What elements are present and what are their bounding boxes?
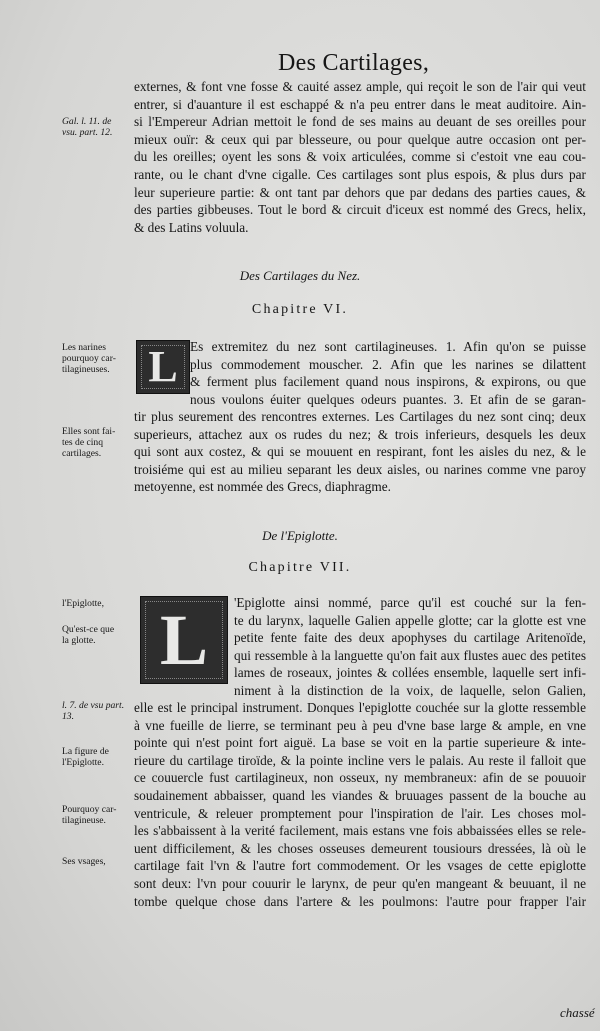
margin-line: La figure de xyxy=(62,746,109,757)
margin-line: tilagineuses. xyxy=(62,364,110,376)
margin-note-epiglotte xyxy=(62,598,132,609)
margin-note-cinq-cartilages xyxy=(62,426,132,460)
margin-note-figure xyxy=(62,746,132,768)
text-line: metoyenne, est nommée des Grecs, diaphragme. xyxy=(134,479,391,495)
margin-note-citation xyxy=(62,700,132,722)
margin-line: vsu. part. 12. xyxy=(62,127,113,139)
margin-line: Qu'est-ce que xyxy=(62,624,115,635)
text-line: troisiéme qui est au milieu separant les deux aisles, ou narines comme vne paroy xyxy=(134,461,586,477)
margin-line: l'Epiglotte, xyxy=(62,598,104,609)
paragraph-ch6-indent xyxy=(190,338,586,408)
text-line: à vne fueille de lierre, se terminant peu à peu d'vne base large & ample, en vne xyxy=(134,717,586,733)
chapter-heading-vii: Chapitre VII. xyxy=(248,560,352,575)
text-line: mieux ouïr: & ceux qui par blesseure, ou pour quelque autre occasion ont per- xyxy=(134,131,586,147)
text-line: petite fente faite des deux apophyses du cartilage Aritenoïde, xyxy=(234,630,586,646)
catchword: chassé xyxy=(560,1005,595,1020)
text-line: des parties gibbeuses. Tout le bord & circuit d'iceux est nommé des Grecs, helix, xyxy=(134,202,586,218)
text-line: externes, & font vne fosse & cauité assez ample, qui reçoit le son de l'air qui veut xyxy=(134,79,586,94)
text-line: & ferment plus facilement quand nous inspirons, & expirons, ou que xyxy=(190,374,586,390)
section-heading-epiglotte: De l'Epiglotte. xyxy=(262,528,338,543)
margin-line: tilagineuse. xyxy=(62,815,106,827)
text-line: si l'Empereur Adrian mettoit le fond de ses mains au deuant de ses oreilles pour xyxy=(134,114,586,130)
paragraph-ch7 xyxy=(134,699,586,910)
text-line: niment à la distinction de la voix, de laquelle, selon Galien, xyxy=(234,682,586,698)
text-line: te du larynx, laquelle Galien appelle glotte; car la glotte est vne xyxy=(234,612,586,628)
initial-letter: L xyxy=(148,342,178,391)
text-line: & des Latins voluula. xyxy=(134,219,249,235)
chapter-heading-vi: Chapitre VI. xyxy=(251,302,349,317)
text-line: les s'abbaissent à la verité facilement, mais estans vne fois abbaissées elles se rele- xyxy=(134,823,586,839)
margin-note-pourquoy xyxy=(62,804,132,826)
text-line: sont deux: l'vn pour couurir le larynx, de peur qu'en mangeant & beuuant, il ne xyxy=(134,875,586,891)
paragraph-ch7-indent xyxy=(234,594,586,700)
decorated-initial-l xyxy=(140,596,228,684)
text-line: cartilage fait l'vn & l'autre fort commodement. Or les vsages de cette epiglotte xyxy=(134,858,586,874)
decorated-initial-l xyxy=(136,340,190,394)
text-line: plus commodement mouscher. 2. Afin que les narines se dilattent xyxy=(190,356,586,372)
running-head: Des Cartilages, xyxy=(278,50,430,76)
text-line: uent difficilement, & les choses osseuses demeurent tousiours dressées, là où le xyxy=(134,840,586,856)
text-line: nous voulons éuiter quelques odeurs puantes. 3. Et afin de se garan- xyxy=(190,391,586,407)
text-line: ventricule, & releuer promptement pour l'inspiration de l'air. Les choses mol- xyxy=(134,805,586,821)
section-heading-nez: Des Cartilages du Nez. xyxy=(239,268,361,283)
text-line: rieure du cartilage tiroïde, & la pointe incline vers le palais. Au reste il falloit que xyxy=(134,752,586,768)
margin-line: l'Epiglotte. xyxy=(62,757,104,769)
margin-note-narines xyxy=(62,342,132,376)
margin-note-glotte xyxy=(62,624,132,646)
margin-line: 13. xyxy=(62,711,74,723)
text-line: leur superieure partie: & ont tant par dehors que par dedans des parties caues, & xyxy=(134,184,586,200)
text-line: ce couuercle fust cartilagineux, non osseux, ny membraneux: afin de se pouuoir xyxy=(134,770,586,786)
paragraph-ch6 xyxy=(134,408,586,496)
text-line: du les oreilles; oyent les sons & voix articulées, comme si c'estoit vne eau cou- xyxy=(134,149,586,165)
text-line: superieurs, attachez aux os rudes du nez; & trois inferieurs, desquels les deux xyxy=(134,426,586,442)
margin-line: Gal. l. 11. de xyxy=(62,116,112,127)
margin-line: la glotte. xyxy=(62,635,96,647)
text-line: rante, ou le chant d'vne cigalle. Ces cartilages sont plus espois, & plus durs par xyxy=(134,166,586,182)
initial-letter: L xyxy=(159,600,209,680)
text-line: lames de roseaux, jointes & collées ensemble, laquelle sert infi- xyxy=(234,665,586,681)
text-line: tir plus seurement des rencontres externes. Les Cartilages du nez sont cinq; deux xyxy=(134,409,586,424)
margin-line: Ses vsages, xyxy=(62,856,106,867)
margin-line: Elles sont fai- xyxy=(62,426,116,437)
text-line: pointe qui n'est point fort aiguë. La base se voit en la partie superieure & inte- xyxy=(134,735,586,751)
text-line: entrer, si d'auanture il est eschappé & n'a peu entrer dans le meat auditoire. Ain- xyxy=(134,96,586,112)
text-line: qui ressemble à la languette qu'on fait aux flustes auec des petites xyxy=(234,647,586,663)
margin-note-vsages xyxy=(62,856,132,867)
text-line: tombe quelque chose dans l'artere & les poulmons: l'autre pour frapper l'air xyxy=(134,893,586,909)
text-line: 'Epiglotte ainsi nommé, parce qu'il est couché sur la fen- xyxy=(234,595,586,610)
margin-line: pourquoy car- xyxy=(62,353,116,365)
margin-line: Les narines xyxy=(62,342,106,353)
paragraph-top xyxy=(134,78,586,236)
margin-line: Pourquoy car- xyxy=(62,804,117,815)
margin-line: tes de cinq xyxy=(62,437,104,449)
text-line: soudainement abbaisser, quand les viandes & bruuages passent de la bouche au xyxy=(134,787,586,803)
text-line: elle est le principal instrument. Donques l'epiglotte couchée sur la glotte ressemble xyxy=(134,700,586,715)
margin-line: cartilages. xyxy=(62,448,102,460)
margin-note-galen xyxy=(62,116,132,138)
text-line: qui sont aux costez, & qui se mouuent en respirant, font les aisles du nez, & le xyxy=(134,444,586,460)
margin-line: l. 7. de vsu part. xyxy=(62,700,125,711)
text-line: Es extremitez du nez sont cartilagineuses. 1. Afin qu'on se puisse xyxy=(190,339,586,354)
